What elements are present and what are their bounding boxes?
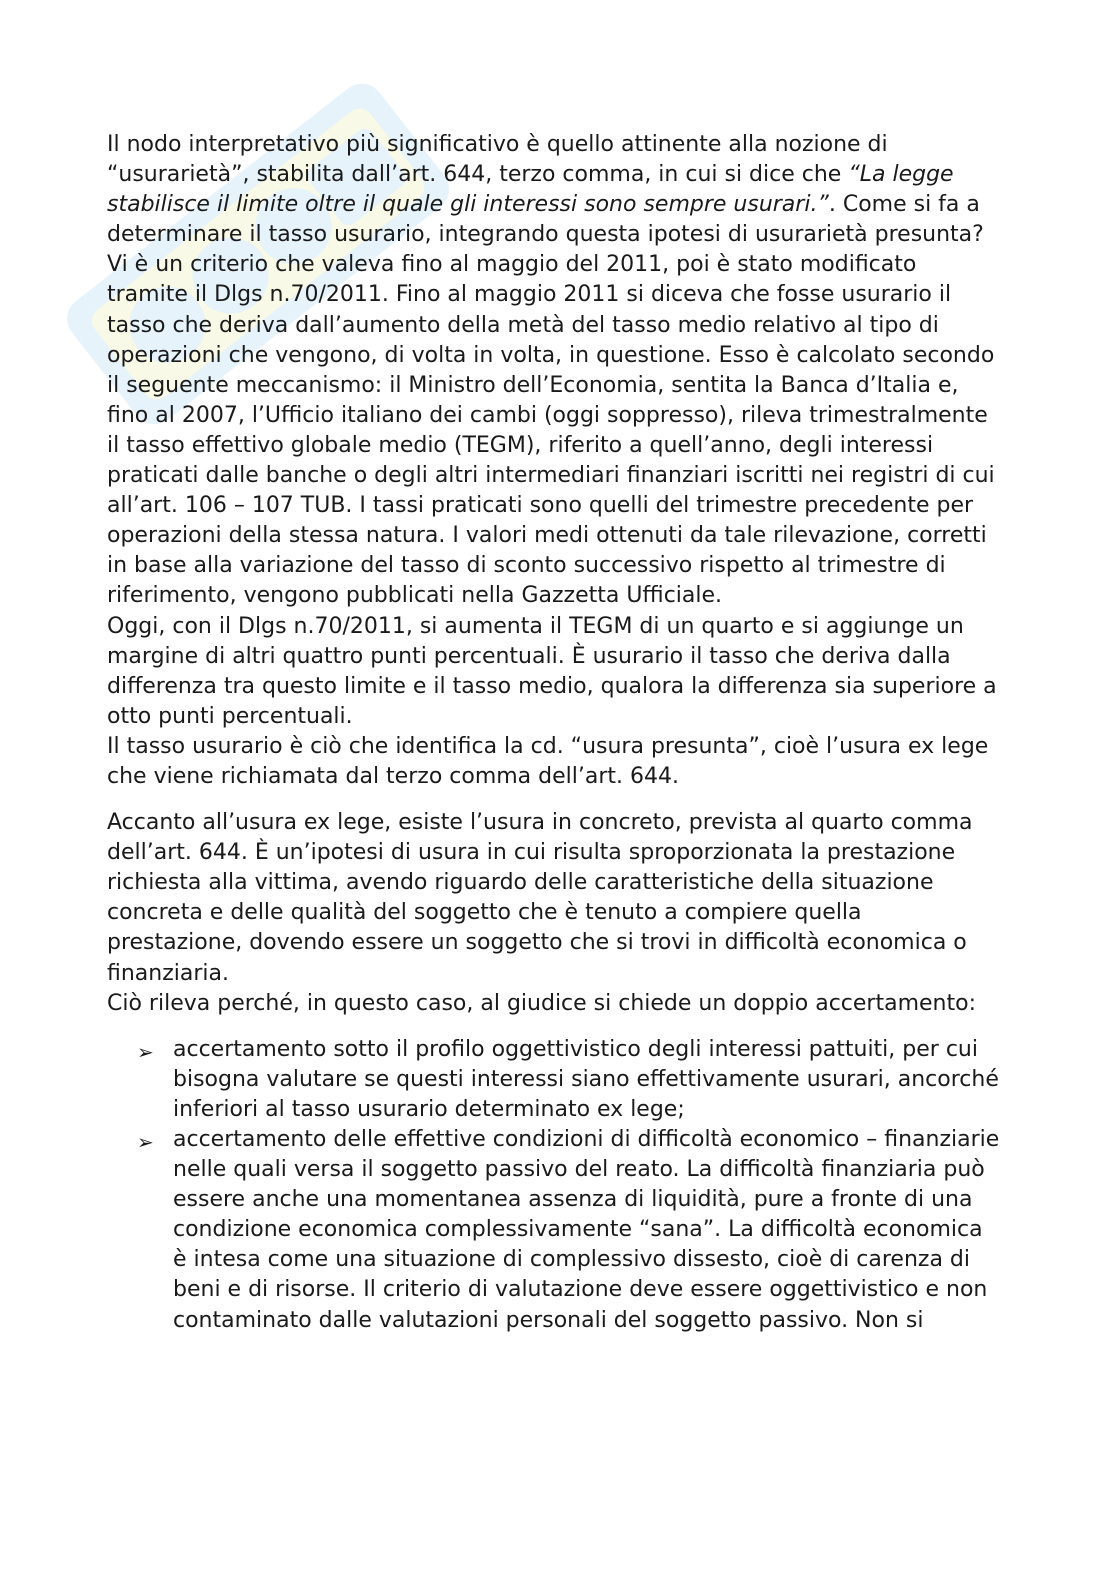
- quoted-law-text: “La legge stabilisce il limite oltre il quale gli interessi sono sempre usurari.”: [107, 162, 954, 218]
- paragraph-text: Il nodo interpretativo più significativo è quello attinente alla nozione di “usurarietà”, stabilita dall’art. 644, terzo comma, in cui si dice che: [107, 132, 888, 188]
- paragraph-usurarieta: [107, 130, 1002, 612]
- paragraph-usura-presunta: Il tasso usurario è ciò che identifica la cd. “usura presunta”, cioè l’usura ex lege che viene richiamata dal terzo comma dell’art. 644.: [107, 733, 989, 789]
- paragraph-usura-in-concreto: Accanto all’usura ex lege, esiste l’usura in concreto, prevista al quarto comma dell’art. 644. È un’ipotesi di usura in cui risulta sproporzionata la prestazione richiesta alla vittima, avendo riguardo delle caratteristiche della situazione concreta e delle qualità del soggetto che è tenuto a compiere quella prestazione, dovendo essere un soggetto che si trovi in difficoltà economica o finanziaria.: [107, 810, 973, 986]
- list-item-text: accertamento sotto il profilo oggettivistico degli interessi pattuiti, per cui bisogna valutare se questi interessi siano effettivamente usurari, ancorché inferiori al tasso usurario determinato ex lege;: [173, 1036, 999, 1122]
- paragraph-dlgs: Oggi, con il Dlgs n.70/2011, si aumenta il TEGM di un quarto e si aggiunge un margine di altri quattro punti percentuali. È usurario il tasso che deriva dalla differenza tra questo limite e il tasso medio, qualora la differenza sia superiore a otto punti percentuali.: [107, 613, 997, 729]
- list-item: [137, 1035, 1002, 1125]
- paragraph-spacer: [107, 792, 1002, 808]
- paragraph-text: . Come si fa a determinare il tasso usurario, integrando questa ipotesi di usurarietà presunta? Vi è un criterio che valeva fino al maggio del 2011, poi è stato modificato tramite il Dlgs n.70/2011. Fino al maggio 2011 si diceva che fosse usurario il tasso che deriva dall’aumento della metà del tasso medio relativo al tipo di operazioni che vengono, di volta in volta, in questione. Esso è calcolato secondo il seguente meccanismo: il Ministro dell’Economia, sentita la Banca d’Italia e, fino al 2007, l’Ufficio italiano dei cambi (oggi soppresso), rileva trimestralmente il tasso effettivo globale medio (TEGM), riferito a quell’anno, degli interessi praticati dalle banche o degli altri intermediari finanziari iscritti nei registri di cui all’art. 106 – 107 TUB. I tassi praticati sono quelli del trimestre precedente per operazioni della stessa natura. I valori medi ottenuti da tale rilevazione, corretti in base alla variazione del tasso di sconto successivo rispetto al trimestre di riferimento, vengono pubblicati nella Gazzetta Ufficiale.: [107, 192, 995, 609]
- list-item-text: accertamento delle effettive condizioni di difficoltà economico – finanziarie nelle quali versa il soggetto passivo del reato. La difficoltà finanziaria può essere anche una momentanea assenza di liquidità, pure a fronte di una condizione economica complessivamente “sana”. La difficoltà economica è intesa come una situazione di complessivo dissesto, cioè di carenza di beni e di risorse. Il criterio di valutazione deve essere oggettivistico e non contaminato dalle valutazioni personali del soggetto passivo. Non si: [173, 1127, 1000, 1333]
- arrow-bullet-icon: ➢: [137, 1130, 154, 1154]
- bullet-list: [107, 1035, 1002, 1336]
- document-body: [107, 130, 1002, 1336]
- list-item: [137, 1125, 1002, 1336]
- arrow-bullet-icon: ➢: [137, 1039, 154, 1064]
- paragraph-doppio-accertamento: Ciò rileva perché, in questo caso, al giudice si chiede un doppio accertamento:: [107, 990, 976, 1016]
